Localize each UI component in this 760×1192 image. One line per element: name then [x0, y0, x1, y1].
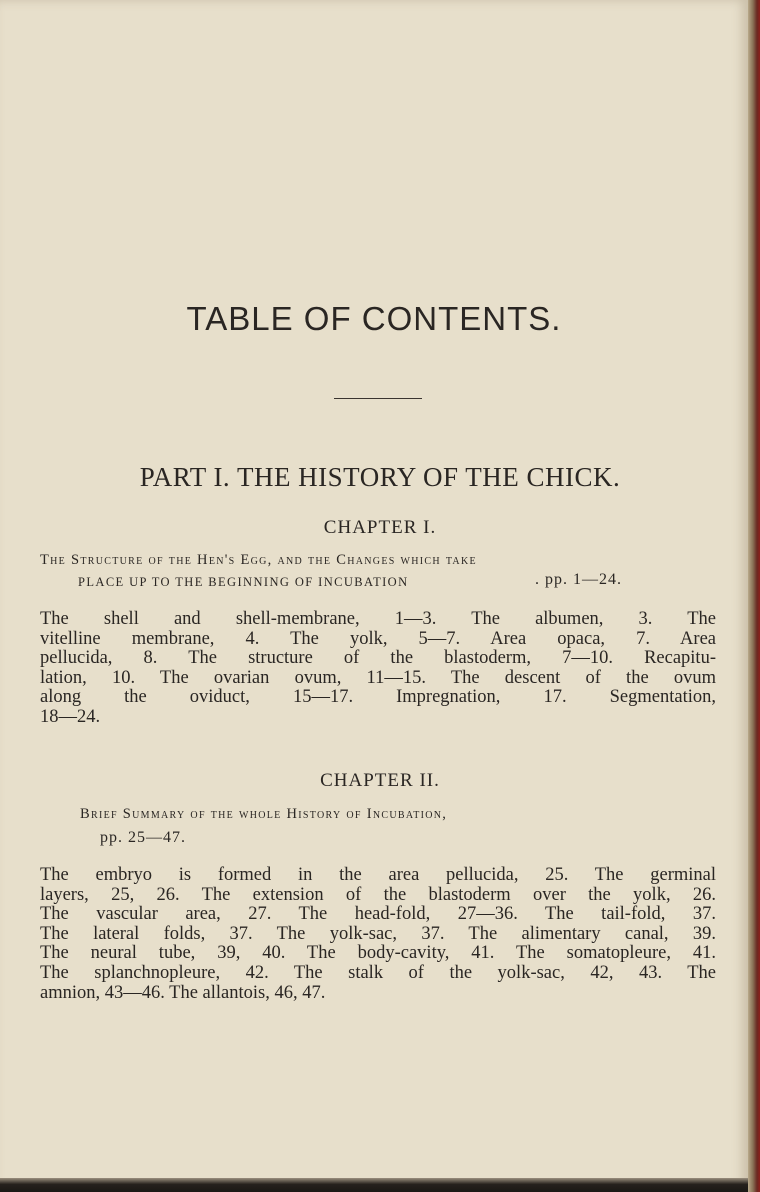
summary-line: The lateral folds, 37. The yolk-sac, 37. The alimentary canal, 39. [40, 923, 716, 944]
summary-line: pellucida, 8. The structure of the blastoderm, 7—10. Recapitu- [40, 648, 716, 669]
chapter-1-subtitle-line2: PLACE UP TO THE BEGINNING OF INCUBATION [78, 575, 409, 589]
summary-line: along the oviduct, 15—17. Impregnation, 17. Segmentation, [40, 687, 716, 708]
summary-line: 18—24. [40, 706, 101, 727]
title-divider [334, 398, 422, 399]
chapter-2-summary [40, 866, 716, 1003]
chapter-2-heading: CHAPTER II. [320, 770, 440, 791]
summary-line: vitelline membrane, 4. The yolk, 5—7. Area opaca, 7. Area [40, 628, 716, 649]
summary-line: amnion, 43—46. The allantois, 46, 47. [40, 982, 326, 1003]
summary-line: The neural tube, 39, 40. The body-cavity, 41. The somatopleure, 41. [40, 943, 716, 964]
chapter-1-subtitle-line1: The Structure of the Hen's Egg, and the Changes which take [40, 552, 477, 568]
chapter-1-pages: . pp. 1—24. [535, 571, 622, 588]
chapter-1-heading: CHAPTER I. [323, 517, 437, 538]
page-bottom-edge [0, 1178, 748, 1192]
book-spine-edge [748, 0, 760, 1192]
summary-line: The splanchnopleure, 42. The stalk of the yolk-sac, 42, 43. The [40, 962, 716, 983]
summary-line: The vascular area, 27. The head-fold, 27—36. The tail-fold, 37. [40, 904, 716, 925]
summary-line: lation, 10. The ovarian ovum, 11—15. The descent of the ovum [40, 667, 716, 688]
part-title: PART I. THE HISTORY OF THE CHICK. [139, 462, 621, 492]
summary-line: The embryo is formed in the area pellucida, 25. The germinal [40, 865, 716, 885]
summary-line: The shell and shell-membrane, 1—3. The albumen, 3. The [40, 609, 716, 629]
summary-line: layers, 25, 26. The extension of the blastoderm over the yolk, 26. [40, 884, 716, 905]
chapter-1-summary [40, 610, 716, 728]
page-title: TABLE OF CONTENTS. [186, 300, 562, 337]
chapter-2-subtitle-line1: Brief Summary of the whole History of Incubation, [80, 806, 448, 822]
chapter-2-pages: pp. 25—47. [100, 829, 186, 846]
